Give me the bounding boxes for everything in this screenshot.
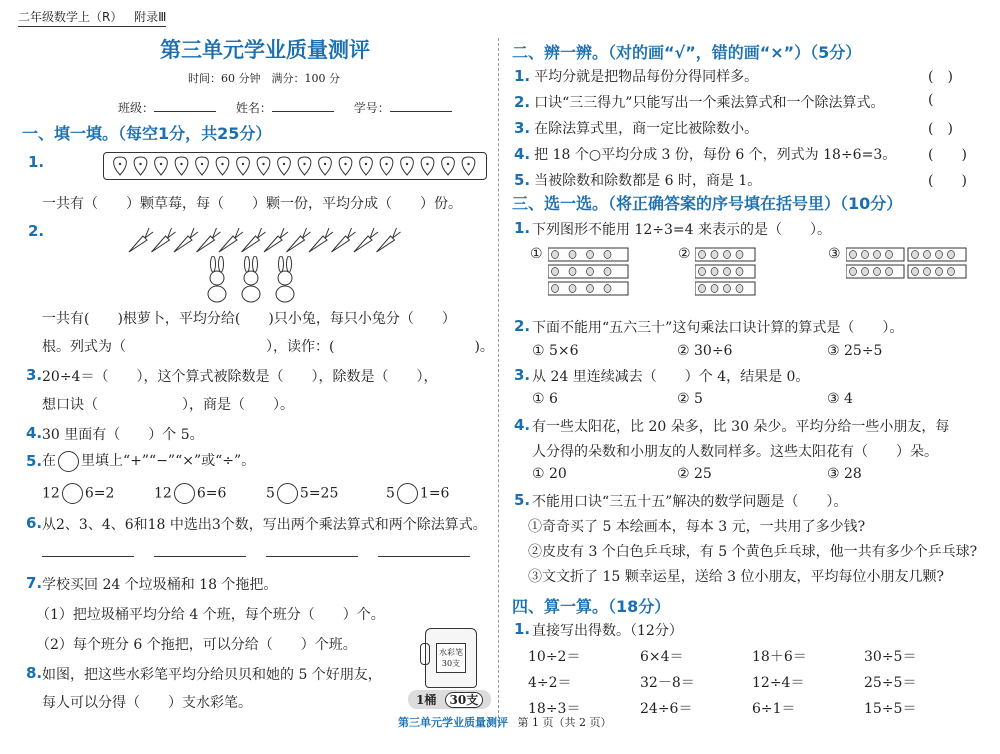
judge-item-1: 1. 平均分就是把物品每份分得同样多。 <box>514 67 759 85</box>
candy-group-2 <box>695 246 765 302</box>
column-divider <box>498 38 499 728</box>
strawberry-icon <box>196 157 209 175</box>
rabbit-icon <box>242 256 260 302</box>
candy-group-1 <box>548 246 638 302</box>
footer-page: 第 1 页（共 2 页） <box>517 716 612 729</box>
strawberry-icon <box>360 157 373 175</box>
book-label: 二年级数学上（R） <box>18 10 123 24</box>
q7-text: 学校买回 24 个垃圾桶和 18 个拖把。 <box>42 577 278 593</box>
q5-items: 12 6=2 12 6=6 5 5=25 5 1=6 <box>42 483 486 504</box>
carrot-icon <box>174 236 192 252</box>
c4-text-line2: 人分得的朵数和小朋友的人数同样多。这些太阳花有（ ）朵。 <box>532 444 938 460</box>
c2-text: 下面不能用“五六三十”这句乘法口诀计算的算式是（ ）。 <box>532 320 904 336</box>
q6-number: 6. <box>26 514 43 532</box>
c2-number: 2. <box>514 317 531 335</box>
footer-title: 第三单元学业质量测评 <box>398 716 508 729</box>
c5-option-2[interactable]: ②皮皮有 3 个白色乒乓球，有 5 个黄色乒乓球，他一共有多少个乒乓球? <box>528 544 978 560</box>
q5-circle-2[interactable] <box>174 483 195 504</box>
q7-sub2: （2）每个班分 6 个拖把，可以分给（ ）个班。 <box>36 637 357 653</box>
q5-circle-4[interactable] <box>397 483 418 504</box>
section-choose: 三、选一选。（将正确答案的序号填在括号里）（10分） <box>512 194 903 213</box>
student-info: 班级： 姓名： 学号： <box>118 97 452 116</box>
carrot-icon <box>377 236 395 252</box>
c3-options: ① 6 ② 5 ③ 4 <box>532 391 853 407</box>
carrot-icon <box>242 236 260 252</box>
c1-option-2[interactable]: ② <box>678 246 691 262</box>
judge-item-2: 2. 口诀“三三得九”只能写出一个乘法算式和一个除法算式。 <box>514 93 885 111</box>
d1-text: 直接写出得数。（12分） <box>532 623 683 639</box>
q8-text-line1: 如图，把这些水彩笔平均分给贝贝和她的 5 个好朋友， <box>42 667 382 683</box>
strawberry-icon <box>298 157 311 175</box>
carrot-icon <box>354 236 372 252</box>
judge-item-4: 4. 把 18 个○平均分成 3 份，每份 6 个，列式为 18÷6=3。 <box>514 145 897 163</box>
c5-option-3[interactable]: ③文文折了 15 颗幸运星，送给 3 位小朋友，平均每位小朋友几颗? <box>528 569 945 585</box>
q4-text: 30 里面有（ ）个 5。 <box>42 427 204 443</box>
q3-text-line1: 20÷4＝（ ），这个算式被除数是（ ），除数是（ ）， <box>42 369 438 385</box>
strawberry-icon <box>216 157 229 175</box>
calc-item[interactable]: 12÷4＝ <box>752 675 805 691</box>
q6-text: 从2、3、4、6和18 中选出3个数，写出两个乘法算式和两个除法算式。 <box>42 517 487 533</box>
strawberry-icon <box>421 157 434 175</box>
section-calc: 四、算一算。（18分） <box>512 597 671 616</box>
c1-number: 1. <box>514 219 531 237</box>
exam-meta: 时间：60 分钟 满分：100 分 <box>188 72 340 85</box>
strawberry-icon <box>155 157 168 175</box>
strawberry-icon <box>278 157 291 175</box>
name-field[interactable] <box>272 97 334 112</box>
q4-number: 4. <box>26 424 43 442</box>
carrot-icon <box>219 236 237 252</box>
c3-text: 从 24 里连续减去（ ）个 4，结果是 0。 <box>532 369 810 385</box>
candy-group-3 <box>846 246 976 286</box>
carrot-icon <box>287 236 305 252</box>
bucket-caption: 1桶 30支 <box>408 690 491 709</box>
appendix-label: 附录Ⅲ <box>134 10 167 24</box>
q6-answer-lines <box>42 542 470 561</box>
strawberry-icon <box>462 157 475 175</box>
id-field[interactable] <box>390 97 452 112</box>
q1-number: 1. <box>28 153 45 171</box>
rabbit-icon <box>208 256 226 302</box>
strawberry-strip <box>103 152 487 180</box>
q3-text-line2: 想口诀（ ），商是（ ）。 <box>42 397 294 413</box>
q8-number: 8. <box>26 664 43 682</box>
strawberry-icon <box>401 157 414 175</box>
rabbit-icons <box>195 256 305 304</box>
judge-answer-3[interactable]: ( ) <box>928 121 953 137</box>
c4-number: 4. <box>514 416 531 434</box>
strawberry-icon <box>257 157 270 175</box>
carrot-icon <box>129 236 147 252</box>
paint-bucket-illustration <box>425 628 477 688</box>
q7-number: 7. <box>26 574 43 592</box>
c1-text: 下列图形不能用 12÷3=4 来表示的是（ ）。 <box>532 222 831 238</box>
c5-text: 不能用口诀“三五十五”解决的数学问题是（ ）。 <box>532 494 848 510</box>
q8-text-line2: 每人可以分得（ ）支水彩笔。 <box>42 695 252 711</box>
strawberry-icon <box>442 157 455 175</box>
c1-option-3[interactable]: ③ <box>828 246 841 262</box>
c5-option-1[interactable]: ①奇奇买了 5 本绘画本，每本 3 元，一共用了多少钱? <box>528 519 866 535</box>
c5-number: 5. <box>514 491 531 509</box>
calc-item[interactable]: 18＋6＝ <box>752 649 807 665</box>
calc-item[interactable]: 18÷3＝ <box>528 701 581 717</box>
calc-item[interactable]: 10÷2＝ <box>528 649 581 665</box>
q1-text: 一共有（ ）颗草莓，每（ ）颗一份，平均分成（ ）份。 <box>42 196 462 212</box>
carrot-icons <box>125 222 405 258</box>
strawberry-icons <box>104 153 484 179</box>
strawberry-icon <box>237 157 250 175</box>
c1-option-1[interactable]: ① <box>530 246 543 262</box>
carrot-icon <box>152 236 170 252</box>
q2-text-line2: 根。列式为（ ），读作：( )。 <box>42 339 494 355</box>
carrot-icon <box>309 236 327 252</box>
calc-item[interactable]: 15÷5＝ <box>864 701 917 717</box>
calc-item[interactable]: 24÷6＝ <box>640 701 693 717</box>
calc-item[interactable]: 32－8＝ <box>640 675 695 691</box>
blank-circle[interactable] <box>58 451 79 472</box>
bucket-label: 水彩笔 30支 <box>436 643 466 673</box>
c4-text-line1: 有一些太阳花，比 20 朵多，比 30 朵少。平均分给一些小朋友，每 <box>532 419 950 435</box>
q3-number: 3. <box>26 366 43 384</box>
strawberry-icon <box>380 157 393 175</box>
strawberry-icon <box>114 157 127 175</box>
class-field[interactable] <box>154 97 216 112</box>
judge-item-3: 3. 在除法算式里，商一定比被除数小。 <box>514 119 759 137</box>
strawberry-icon <box>134 157 147 175</box>
q5-text: 在 里填上“+”“−”“×”或“÷”。 <box>42 450 255 472</box>
section-judge: 二、辨一辨。（对的画“√”，错的画“×”）（5分） <box>512 43 862 62</box>
strawberry-icon <box>175 157 188 175</box>
calc-item[interactable]: 6×4＝ <box>640 649 684 665</box>
c2-options: ① 5×6 ② 30÷6 ③ 25÷5 <box>532 343 883 359</box>
q2-text-line1: 一共有( )根萝卜，平均分给( )只小兔，每只小兔分（ ） <box>42 311 456 327</box>
calc-item[interactable]: 25÷5＝ <box>864 675 917 691</box>
carrot-icon <box>197 236 215 252</box>
calc-item[interactable]: 6÷1＝ <box>752 701 796 717</box>
footer <box>398 714 611 730</box>
judge-item-5: 5. 当被除数和除数都是 6 时，商是 1。 <box>514 171 762 189</box>
section-fill: 一、填一填。（每空1分，共25分） <box>22 124 272 143</box>
q5-circle-3[interactable] <box>277 483 298 504</box>
carrot-icon <box>332 236 350 252</box>
book-header <box>18 8 166 27</box>
page-title: 第三单元学业质量测评 <box>160 38 370 62</box>
q7-sub1: （1）把垃圾桶平均分给 4 个班，每个班分（ ）个。 <box>36 607 385 623</box>
calc-item[interactable]: 4÷2＝ <box>528 675 572 691</box>
c3-number: 3. <box>514 366 531 384</box>
calc-item[interactable]: 30÷5＝ <box>864 649 917 665</box>
q5-number: 5. <box>26 452 43 470</box>
judge-answer-4[interactable]: ( ) <box>928 147 967 163</box>
carrot-icon <box>264 236 282 252</box>
d1-number: 1. <box>514 620 531 638</box>
strawberry-icon <box>339 157 352 175</box>
rabbit-icon <box>276 256 294 302</box>
q5-circle-1[interactable] <box>62 483 83 504</box>
judge-answer-2[interactable]: ( <box>928 92 934 108</box>
c4-options: ① 20 ② 25 ③ 28 <box>532 466 862 482</box>
strawberry-icon <box>319 157 332 175</box>
q2-number: 2. <box>28 222 45 240</box>
judge-answer-5[interactable]: ( ) <box>928 173 967 189</box>
judge-answer-1[interactable]: ( ) <box>928 69 953 85</box>
